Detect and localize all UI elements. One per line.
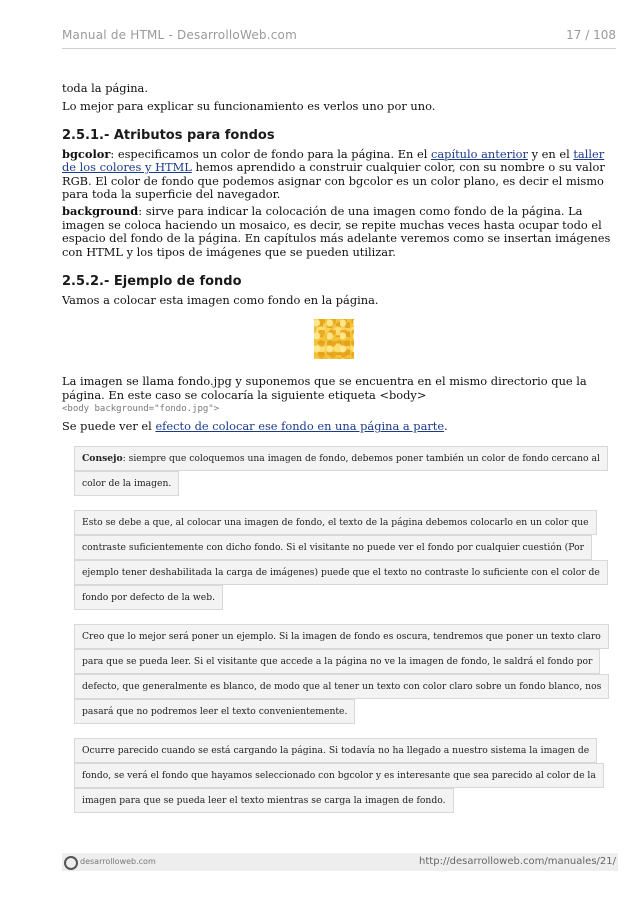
background-image-sample-wrapper [62,319,618,363]
code-example: <body background="fondo.jpg"> [62,404,220,415]
see-effect-paragraph [62,420,618,433]
note-box-example [74,624,602,724]
background-texture-image [314,319,354,359]
logo-ring-icon [64,856,78,870]
page-number: 17 / 108 [566,28,616,42]
document-title: Manual de HTML - DesarrolloWeb.com [62,28,297,42]
note-line: Esto se debe a que, al colocar una imagen de fondo, el texto de la página debemos colocarlo en un color que [74,510,597,535]
example-lead: Vamos a colocar esta imagen como fondo en la página. [62,293,379,308]
note-line: imagen para que se pueda leer el texto mientras se carga la imagen de fondo. [74,788,454,813]
note-line [74,446,608,471]
previous-chapter-link[interactable]: capítulo anterior [430,146,528,161]
note-line: para que se pueda leer. Si el visitante que accede a la página no ve la imagen de fondo, le saldrá el fondo por [74,649,600,674]
page-footer [62,853,618,871]
image-description: La imagen se llama fondo.jpg y suponemos que se encuentra en el mismo directorio que la página. En este caso se colocaría la siguiente etiqueta <body> [62,374,587,402]
bgcolor-term: bgcolor [62,146,111,161]
header-divider [62,48,616,49]
intro-paragraph-1: toda la página. [62,81,148,95]
note-box-contrast [74,510,600,610]
page-header [62,28,616,46]
see-text-b: . [444,419,448,434]
note-box-tip [74,446,600,496]
note-line: fondo por defecto de la web. [74,585,223,610]
note-box-loading [74,738,596,813]
background-text: : sirve para indicar la colocación de una imagen como fondo de la página. La imagen se coloca haciendo un mosaico, es decir, se repite muchas veces hasta ocupar todo el espacio del fondo de la página. En capítulos más adelante veremos como se insertan imágenes con HTML y los tipos de imágenes que se pueden utilizar. [62,204,611,259]
section-heading-backgrounds: 2.5.1.- Atributos para fondos [62,127,275,143]
page-content [62,56,618,813]
bgcolor-text-a: : especificamos un color de fondo para la página. En el [110,146,431,161]
bgcolor-text-c: hemos aprendido a construir cualquier color, con su nombre o su valor RGB. El color de fondo que podemos asignar con bgcolor es un color plano, es decir el mismo para toda la superficie del navegador. [62,160,605,202]
note-line: contraste suficientemente con dicho fondo. Si el visitante no puede ver el fondo por cualquier cuestión (Por [74,535,592,560]
footer-url[interactable]: http://desarrolloweb.com/manuales/21/ [419,856,616,867]
note-line: Ocurre parecido cuando se está cargando la página. Si todavía no ha llegado a nuestro sistema la imagen de [74,738,597,763]
intro-paragraph-2: Lo mejor para explicar su funcionamiento es verlos uno por uno. [62,99,436,114]
background-term: background [62,204,139,219]
bgcolor-paragraph [62,148,618,202]
note-line: Creo que lo mejor será poner un ejemplo. Si la imagen de fondo es oscura, tendremos que poner un texto claro [74,624,609,649]
bgcolor-text-b: y en el [527,146,574,161]
site-logo [62,854,158,870]
note-line: color de la imagen. [74,471,179,496]
background-effect-link[interactable]: efecto de colocar ese fondo en una página a parte [155,419,445,434]
note-line: pasará que no podremos leer el texto convenientemente. [74,699,355,724]
background-paragraph [62,205,618,259]
note-line-text: : siempre que coloquemos una imagen de fondo, debemos poner también un color de fondo cercano al [122,452,600,464]
colors-workshop-link[interactable]: taller de los colores y HTML [62,146,605,175]
note-line: defecto, que generalmente es blanco, de modo que al tener un texto con color claro sobre un fondo blanco, nos [74,674,609,699]
note-line: fondo, se verá el fondo que hayamos seleccionado con bgcolor y es interesante que sea parecido al color de la [74,763,604,788]
section-heading-example: 2.5.2.- Ejemplo de fondo [62,274,242,290]
logo-text: desarrolloweb.com [80,857,156,866]
tip-label: Consejo [82,452,123,464]
note-line: ejemplo tener deshabilitada la carga de imágenes) puede que el texto no contraste lo suficiente con el color de [74,560,608,585]
see-text-a: Se puede ver el [62,419,156,434]
